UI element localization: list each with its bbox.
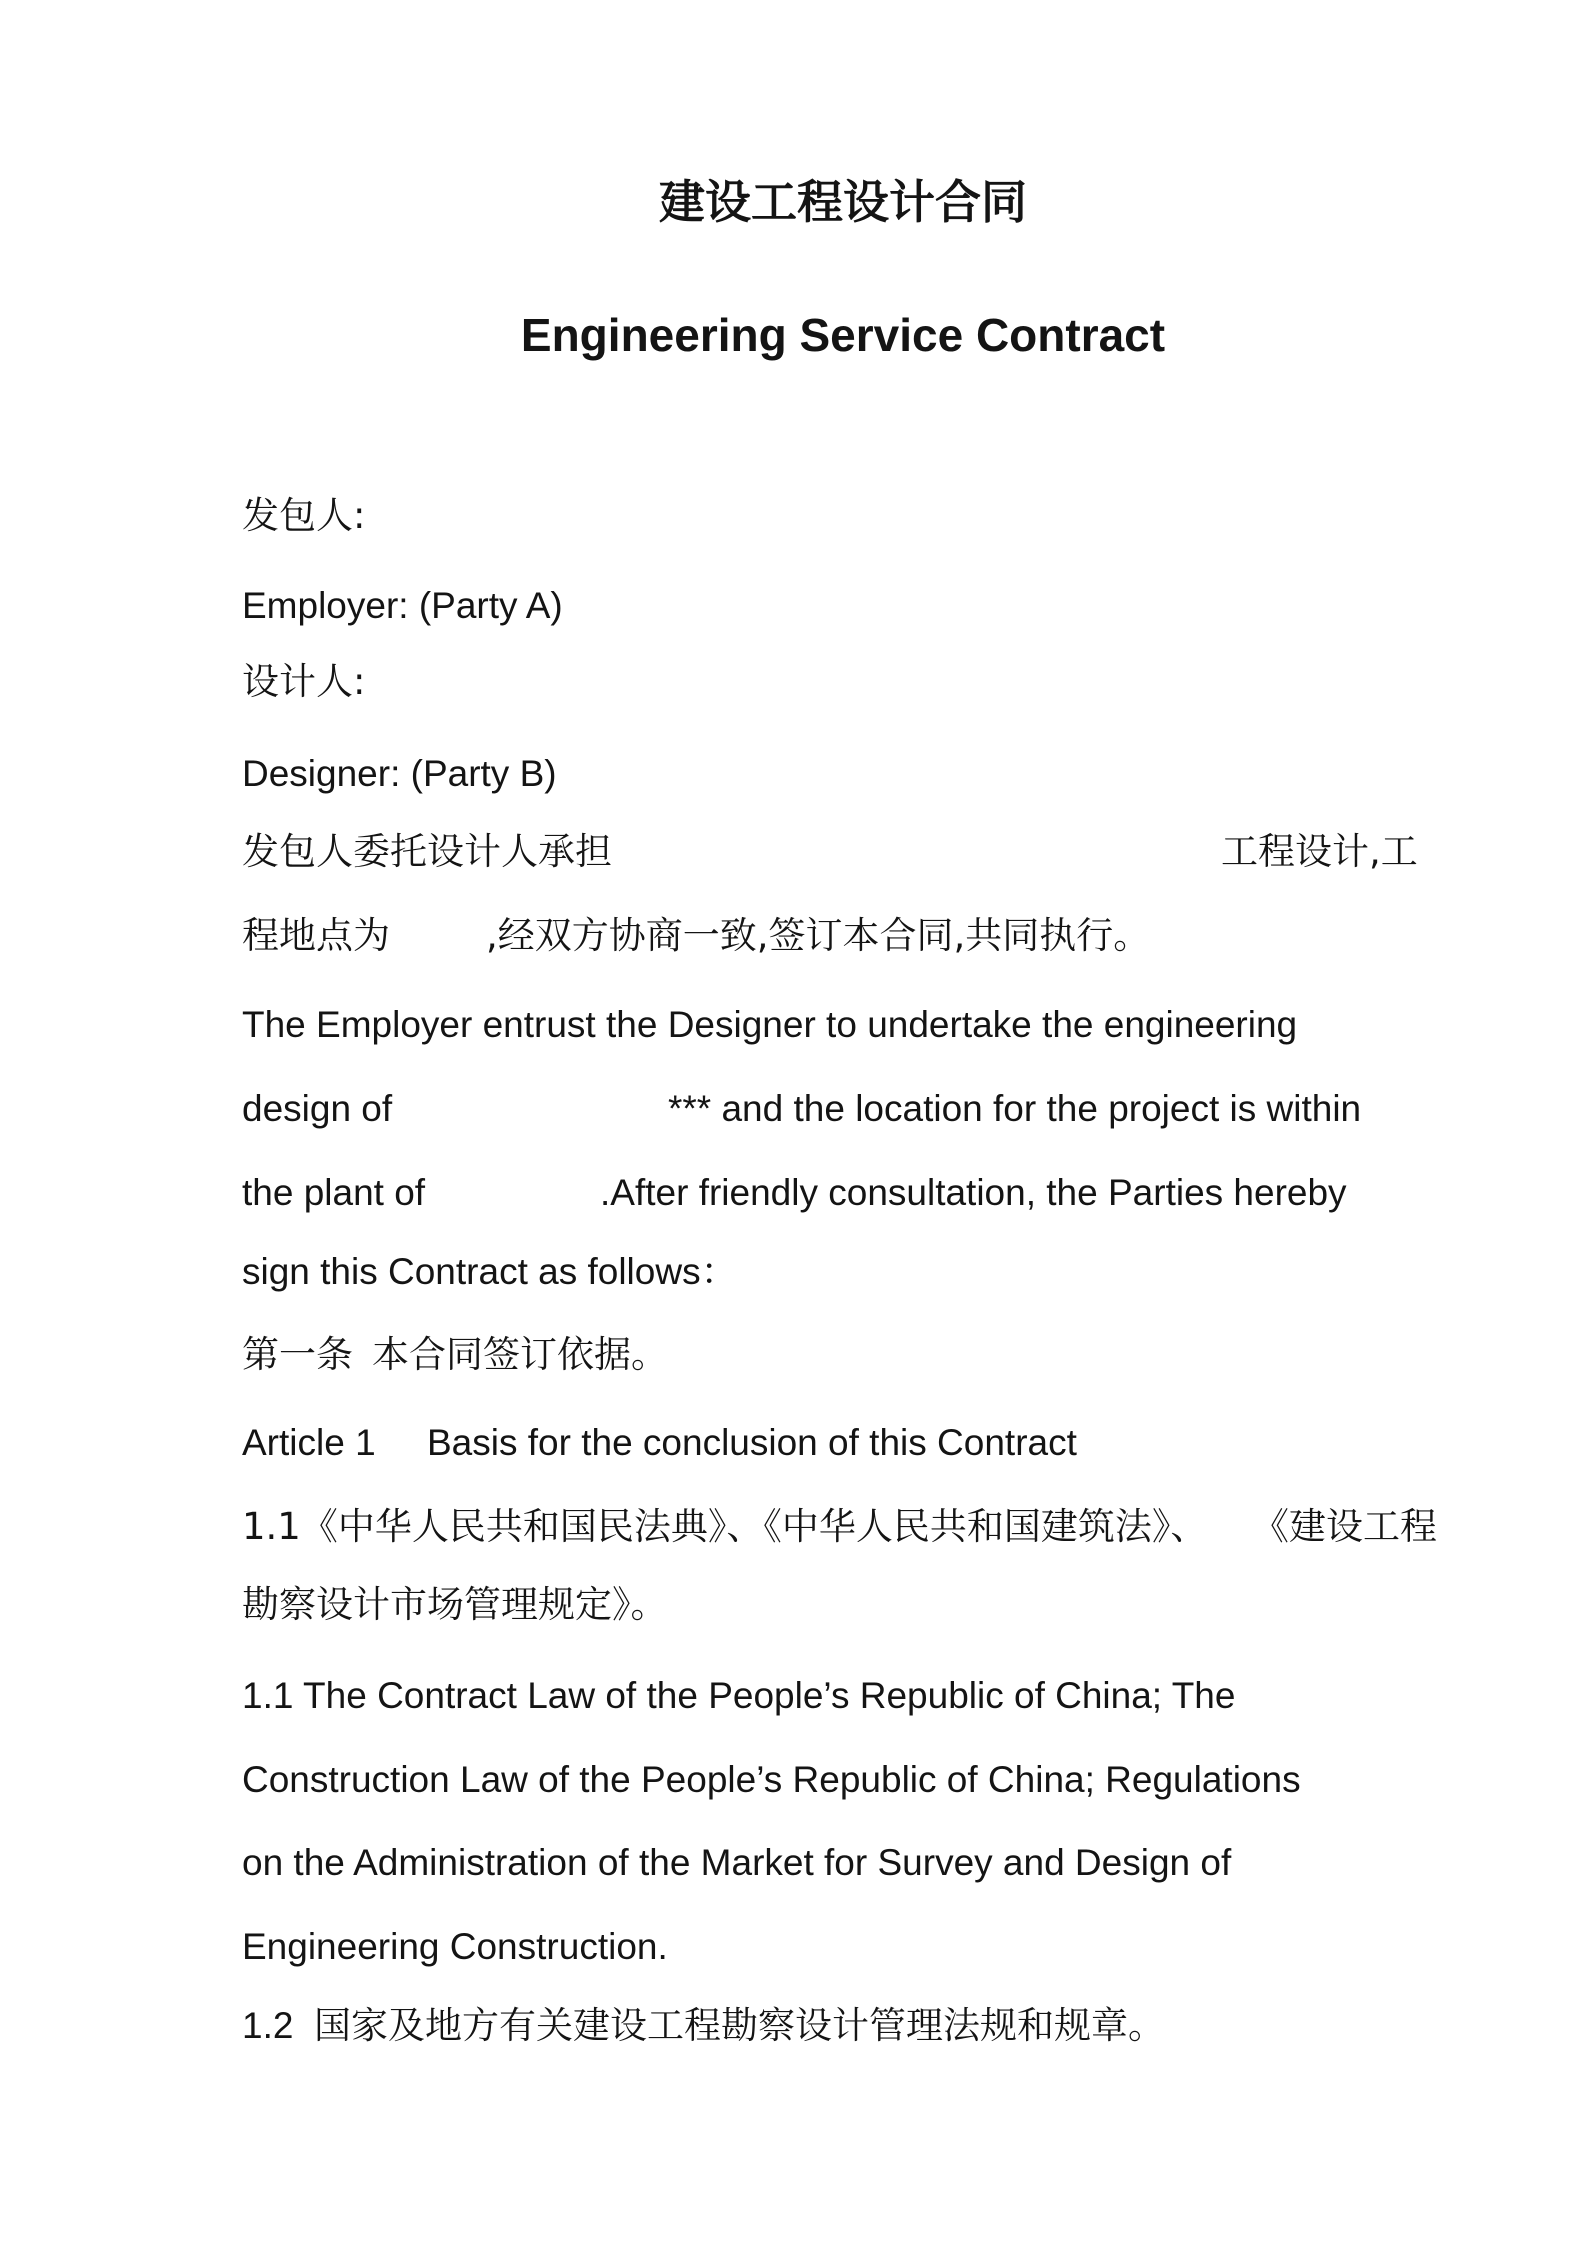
preamble-zh-line-2-end: ,经双方协商一致,签订本合同,共同执行。 — [486, 914, 1151, 957]
designer-label-zh — [0, 659, 1586, 705]
title-chinese: 建设工程设计合同 — [659, 175, 1027, 229]
article-1-heading-zh — [0, 1332, 1586, 1378]
preamble-zh-line-1 — [0, 829, 1586, 875]
preamble-en-line-2-end: *** and the location for the project is within — [668, 1088, 1362, 1129]
preamble-zh-line-1-start: 发包人委托设计人承担 — [242, 830, 612, 873]
article-1-title-en: Basis for the conclusion of this Contract — [427, 1422, 1077, 1463]
preamble-en-line-3-end: .After friendly consultation, the Parties hereby — [600, 1172, 1347, 1213]
preamble-en-line-1 — [0, 1002, 1586, 1048]
preamble-zh-line-2-start: 程地点为 — [242, 914, 390, 957]
preamble-en-line-2 — [0, 1086, 1586, 1132]
clause-1-1-zh-regulation-start: 《建设工程 — [1252, 1505, 1437, 1548]
preamble-zh-line-2 — [0, 913, 1586, 959]
article-1-number-zh: 第一条 — [242, 1333, 353, 1376]
clause-1-1-en-line-3 — [0, 1840, 1586, 1886]
designer-en-text: Designer: (Party B) — [242, 753, 557, 794]
clause-1-1-zh-line-2 — [0, 1582, 1586, 1628]
preamble-zh-line-1-end: 工程设计,工 — [1221, 830, 1418, 873]
clause-1-2-zh — [0, 2003, 1586, 2049]
preamble-en-line-4 — [0, 1249, 1586, 1295]
clause-1-1-en-text-3: on the Administration of the Market for Survey and Design of — [242, 1842, 1232, 1883]
designer-zh-text: 设计人: — [242, 660, 366, 703]
clause-1-1-zh-laws: 1.1《中华人民共和国民法典》、《中华人民共和国建筑法》、 — [242, 1505, 1208, 1548]
preamble-en-line-4-text: sign this Contract as follows： — [242, 1251, 738, 1292]
clause-1-1-en-line-1 — [0, 1673, 1586, 1719]
clause-1-2-text: 国家及地方有关建设工程勘察设计管理法规和规章。 — [314, 2004, 1165, 2047]
preamble-en-line-3-start: the plant of — [242, 1172, 426, 1213]
clause-1-1-en-line-2 — [0, 1757, 1586, 1803]
designer-label-en — [0, 751, 1586, 797]
preamble-en-line-3 — [0, 1170, 1586, 1216]
employer-label-en — [0, 583, 1586, 629]
article-1-number-en: Article 1 — [242, 1422, 376, 1463]
clause-1-1-en-line-4 — [0, 1924, 1586, 1970]
employer-zh-text: 发包人: — [242, 494, 366, 537]
article-1-heading-en — [0, 1420, 1586, 1466]
article-1-title-zh: 本合同签订依据。 — [372, 1333, 668, 1376]
employer-en-text: Employer: (Party A) — [242, 585, 563, 626]
employer-label-zh — [0, 493, 1586, 539]
clause-1-1-zh-regulation-end: 勘察设计市场管理规定》。 — [242, 1583, 668, 1626]
clause-1-1-zh-line-1 — [0, 1504, 1586, 1550]
preamble-en-line-1-text: The Employer entrust the Designer to undertake the engineering — [242, 1004, 1298, 1045]
clause-1-1-en-text-4: Engineering Construction. — [242, 1926, 668, 1967]
clause-1-2-number: 1.2 — [242, 2005, 294, 2046]
clause-1-1-en-text-2: Construction Law of the People’s Republic of China; Regulations — [242, 1759, 1301, 1800]
clause-1-1-en-text-1: 1.1 The Contract Law of the People’s Republic of China; The — [242, 1675, 1236, 1716]
title-english: Engineering Service Contract — [520, 309, 1166, 361]
preamble-en-line-2-start: design of — [242, 1088, 393, 1129]
